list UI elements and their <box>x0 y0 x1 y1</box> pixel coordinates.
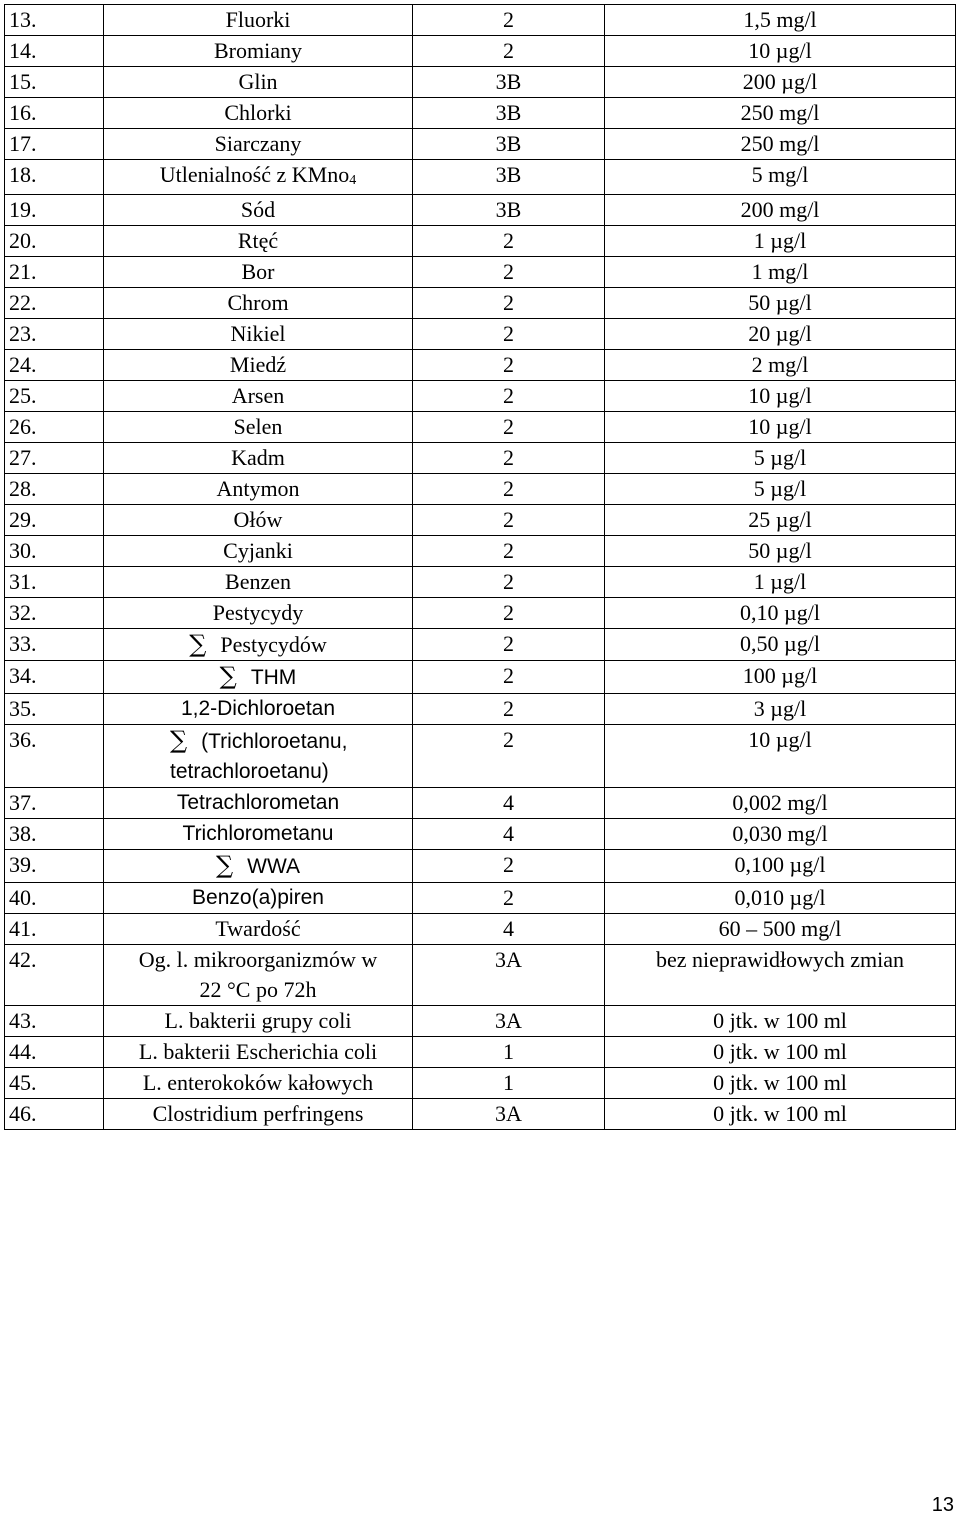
parameter-class: 3B <box>413 98 605 129</box>
parameter-class: 2 <box>413 598 605 629</box>
row-number: 23. <box>5 319 104 350</box>
row-number: 41. <box>5 914 104 945</box>
parameter-class: 2 <box>413 883 605 914</box>
row-number: 26. <box>5 412 104 443</box>
table-row <box>5 1068 956 1099</box>
parameter-class: 2 <box>413 694 605 725</box>
parameters-table-body <box>5 5 956 1130</box>
row-number: 29. <box>5 505 104 536</box>
row-number: 27. <box>5 443 104 474</box>
parameter-value: 0 jtk. w 100 ml <box>605 1006 956 1037</box>
table-row <box>5 1037 956 1068</box>
table-row <box>5 67 956 98</box>
table-row <box>5 819 956 850</box>
parameter-name: Benzo(a)piren <box>104 883 413 914</box>
row-number: 32. <box>5 598 104 629</box>
parameter-class: 2 <box>413 474 605 505</box>
table-row <box>5 629 956 661</box>
parameter-name: Selen <box>104 412 413 443</box>
row-number: 42. <box>5 945 104 1006</box>
parameter-name: Sód <box>104 195 413 226</box>
parameter-name: Glin <box>104 67 413 98</box>
row-number: 22. <box>5 288 104 319</box>
parameter-value: 5 µg/l <box>605 474 956 505</box>
parameter-class: 2 <box>413 850 605 883</box>
parameter-name-text: WWA <box>247 855 300 878</box>
parameter-name-text: Pestycydów <box>220 632 327 657</box>
table-row <box>5 288 956 319</box>
parameter-value: 2 mg/l <box>605 350 956 381</box>
table-row <box>5 505 956 536</box>
parameter-name: Chrom <box>104 288 413 319</box>
table-row <box>5 914 956 945</box>
parameter-name-text: THM <box>250 666 297 689</box>
parameter-name: Fluorki <box>104 5 413 36</box>
parameter-name: L. bakterii grupy coli <box>104 1006 413 1037</box>
parameter-name <box>104 629 413 661</box>
table-row <box>5 36 956 67</box>
parameter-class: 3B <box>413 160 605 195</box>
parameter-name <box>104 850 413 883</box>
parameter-class: 2 <box>413 288 605 319</box>
parameter-name: Kadm <box>104 443 413 474</box>
parameter-name: L. bakterii Escherichia coli <box>104 1037 413 1068</box>
page-number: 13 <box>931 1494 954 1516</box>
parameter-value: 200 µg/l <box>605 67 956 98</box>
table-row <box>5 945 956 1006</box>
table-row <box>5 226 956 257</box>
parameter-value: 200 mg/l <box>605 195 956 226</box>
parameter-value: bez nieprawidłowych zmian <box>605 945 956 1006</box>
parameter-value: 10 µg/l <box>605 36 956 67</box>
parameter-value: 25 µg/l <box>605 505 956 536</box>
parameter-name: Trichlorometanu <box>104 819 413 850</box>
row-number: 20. <box>5 226 104 257</box>
parameter-name: Bor <box>104 257 413 288</box>
parameter-name: Arsen <box>104 381 413 412</box>
parameter-name: 1,2-Dichloroetan <box>104 694 413 725</box>
parameter-value: 250 mg/l <box>605 129 956 160</box>
table-row <box>5 725 956 788</box>
parameter-value: 10 µg/l <box>605 412 956 443</box>
parameter-name <box>104 661 413 694</box>
parameter-value: 50 µg/l <box>605 536 956 567</box>
parameter-class: 3B <box>413 67 605 98</box>
parameter-name-text: Utlenialność z KMno <box>159 162 350 187</box>
row-number: 35. <box>5 694 104 725</box>
parameter-name: Twardość <box>104 914 413 945</box>
parameter-class: 1 <box>413 1037 605 1068</box>
parameter-value: 10 µg/l <box>605 381 956 412</box>
table-row <box>5 1006 956 1037</box>
table-row <box>5 598 956 629</box>
parameter-class: 2 <box>413 536 605 567</box>
table-row <box>5 129 956 160</box>
parameter-value: 5 mg/l <box>605 160 956 195</box>
parameter-value: 60 – 500 mg/l <box>605 914 956 945</box>
parameter-value: 50 µg/l <box>605 288 956 319</box>
parameter-class: 3A <box>413 945 605 1006</box>
row-number: 15. <box>5 67 104 98</box>
table-row <box>5 850 956 883</box>
parameter-class: 2 <box>413 257 605 288</box>
parameter-name-subscript: 4 <box>349 173 357 188</box>
parameter-class: 2 <box>413 350 605 381</box>
parameter-value: 0,002 mg/l <box>605 788 956 819</box>
sum-icon: ∑ <box>170 726 188 754</box>
parameter-class: 2 <box>413 629 605 661</box>
parameter-class: 2 <box>413 226 605 257</box>
parameter-value: 20 µg/l <box>605 319 956 350</box>
sum-icon: ∑ <box>215 851 234 879</box>
parameter-name: Benzen <box>104 567 413 598</box>
table-row <box>5 319 956 350</box>
table-row <box>5 788 956 819</box>
parameter-value: 0,10 µg/l <box>605 598 956 629</box>
parameter-value: 1,5 mg/l <box>605 5 956 36</box>
row-number: 33. <box>5 629 104 661</box>
row-number: 43. <box>5 1006 104 1037</box>
row-number: 14. <box>5 36 104 67</box>
parameter-class: 2 <box>413 5 605 36</box>
table-row <box>5 661 956 694</box>
parameter-class: 3A <box>413 1099 605 1130</box>
parameter-class: 4 <box>413 914 605 945</box>
parameter-class: 2 <box>413 567 605 598</box>
parameter-name: Pestycydy <box>104 598 413 629</box>
parameter-value: 1 mg/l <box>605 257 956 288</box>
parameter-class: 3B <box>413 195 605 226</box>
parameter-value: 3 µg/l <box>605 694 956 725</box>
row-number: 44. <box>5 1037 104 1068</box>
parameter-value: 0 jtk. w 100 ml <box>605 1099 956 1130</box>
parameter-name: Antymon <box>104 474 413 505</box>
row-number: 30. <box>5 536 104 567</box>
table-row <box>5 412 956 443</box>
parameter-class: 2 <box>413 725 605 788</box>
table-row <box>5 381 956 412</box>
sum-icon: ∑ <box>189 630 207 658</box>
row-number: 37. <box>5 788 104 819</box>
table-row <box>5 443 956 474</box>
parameter-name <box>104 160 413 195</box>
table-row <box>5 350 956 381</box>
parameter-value: 250 mg/l <box>605 98 956 129</box>
parameter-class: 3A <box>413 1006 605 1037</box>
parameter-name: L. enterokoków kałowych <box>104 1068 413 1099</box>
table-row <box>5 5 956 36</box>
parameter-class: 3B <box>413 129 605 160</box>
table-row <box>5 160 956 195</box>
parameter-value: 0 jtk. w 100 ml <box>605 1068 956 1099</box>
parameter-value: 0 jtk. w 100 ml <box>605 1037 956 1068</box>
parameter-name: Rtęć <box>104 226 413 257</box>
table-row <box>5 694 956 725</box>
parameter-value: 0,010 µg/l <box>605 883 956 914</box>
parameter-value: 1 µg/l <box>605 567 956 598</box>
row-number: 38. <box>5 819 104 850</box>
parameter-name: Ołów <box>104 505 413 536</box>
parameter-name: Tetrachlorometan <box>104 788 413 819</box>
row-number: 46. <box>5 1099 104 1130</box>
parameter-value: 100 µg/l <box>605 661 956 694</box>
table-row <box>5 195 956 226</box>
parameter-name: Bromiany <box>104 36 413 67</box>
parameter-name-text: Og. l. mikroorganizmów w <box>138 947 378 972</box>
parameter-value: 0,030 mg/l <box>605 819 956 850</box>
parameter-name: Siarczany <box>104 129 413 160</box>
parameter-class: 4 <box>413 819 605 850</box>
row-number: 25. <box>5 381 104 412</box>
parameter-name <box>104 725 413 788</box>
row-number: 28. <box>5 474 104 505</box>
parameter-class: 2 <box>413 505 605 536</box>
row-number: 40. <box>5 883 104 914</box>
parameter-value: 5 µg/l <box>605 443 956 474</box>
parameter-class: 2 <box>413 412 605 443</box>
parameter-class: 1 <box>413 1068 605 1099</box>
row-number: 36. <box>5 725 104 788</box>
parameters-table <box>4 4 956 1130</box>
row-number: 31. <box>5 567 104 598</box>
parameter-value: 0,100 µg/l <box>605 850 956 883</box>
parameter-value: 10 µg/l <box>605 725 956 788</box>
parameter-name <box>104 945 413 1006</box>
parameter-class: 2 <box>413 661 605 694</box>
table-row <box>5 1099 956 1130</box>
row-number: 39. <box>5 850 104 883</box>
row-number: 45. <box>5 1068 104 1099</box>
row-number: 34. <box>5 661 104 694</box>
row-number: 24. <box>5 350 104 381</box>
table-row <box>5 567 956 598</box>
table-row <box>5 883 956 914</box>
row-number: 19. <box>5 195 104 226</box>
row-number: 18. <box>5 160 104 195</box>
table-row <box>5 536 956 567</box>
row-number: 13. <box>5 5 104 36</box>
parameter-name: Cyjanki <box>104 536 413 567</box>
parameter-name: Miedź <box>104 350 413 381</box>
table-row <box>5 98 956 129</box>
table-row <box>5 474 956 505</box>
parameter-name-text-line2: 22 °C po 72h <box>199 977 317 1002</box>
parameter-class: 2 <box>413 36 605 67</box>
parameter-name-text: (Trichloroetanu, <box>201 730 348 753</box>
parameter-class: 4 <box>413 788 605 819</box>
parameter-class: 2 <box>413 319 605 350</box>
parameter-name: Nikiel <box>104 319 413 350</box>
row-number: 16. <box>5 98 104 129</box>
parameter-name: Clostridium perfringens <box>104 1099 413 1130</box>
sum-icon: ∑ <box>219 662 237 690</box>
parameter-value: 0,50 µg/l <box>605 629 956 661</box>
parameter-value: 1 µg/l <box>605 226 956 257</box>
parameter-class: 2 <box>413 443 605 474</box>
table-row <box>5 257 956 288</box>
parameter-name-text-line2: tetrachloroetanu) <box>170 760 329 783</box>
parameter-class: 2 <box>413 381 605 412</box>
row-number: 17. <box>5 129 104 160</box>
row-number: 21. <box>5 257 104 288</box>
parameter-name: Chlorki <box>104 98 413 129</box>
